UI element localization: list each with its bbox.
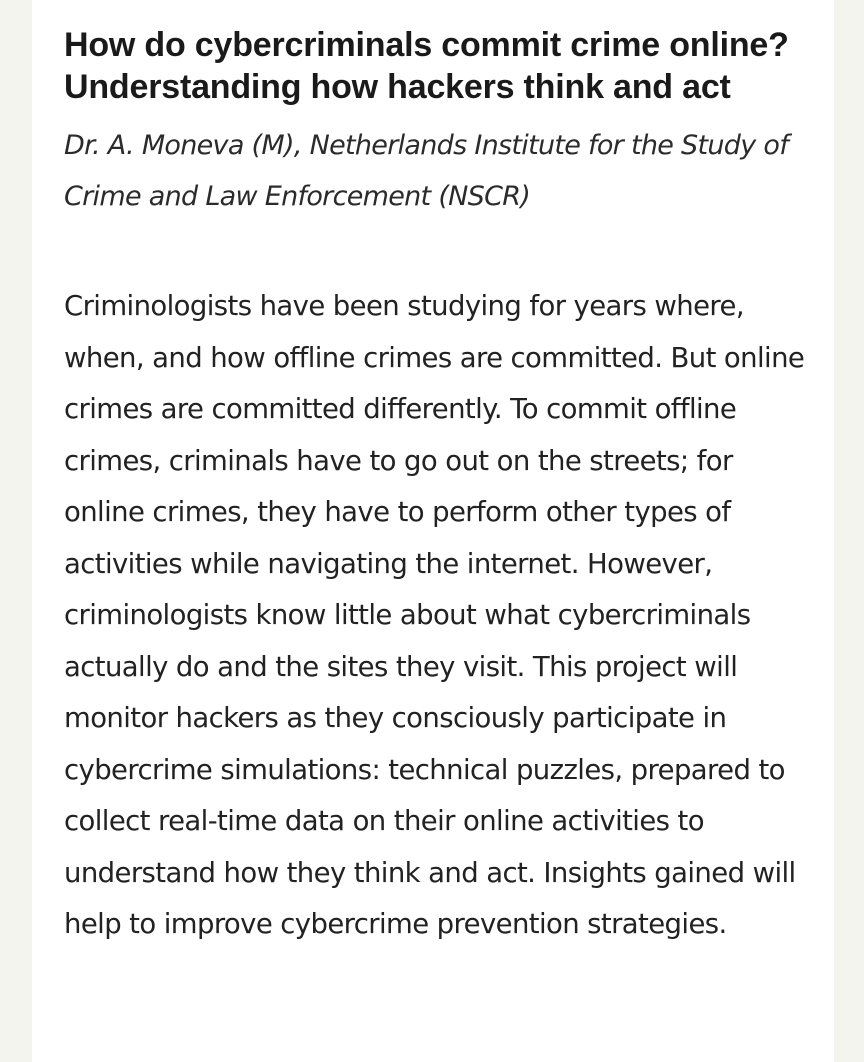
- article-card: [32, 0, 834, 1062]
- article-title: How do cybercriminals commit crime online? Understanding how hackers think and act: [64, 26, 789, 106]
- article-author: Dr. A. Moneva (M), Netherlands Institute for the Study of Crime and Law Enforcement (NSCR): [64, 130, 789, 212]
- article-abstract: Criminologists have been studying for years where, when, and how offline crimes are committed. But online crimes are committed differently. To commit offline crimes, criminals have to go out on the streets; for online crimes, they have to perform other types of activities while navigating the internet. However, criminologists know little about what cybercriminals actually do and the sites they visit. This project will monitor hackers as they consciously participate in cybercrime simulations: technical puzzles, prepared to collect real-time data on their online activities to understand how they think and act. Insights gained will help to improve cybercrime prevention strategies.: [64, 290, 805, 940]
